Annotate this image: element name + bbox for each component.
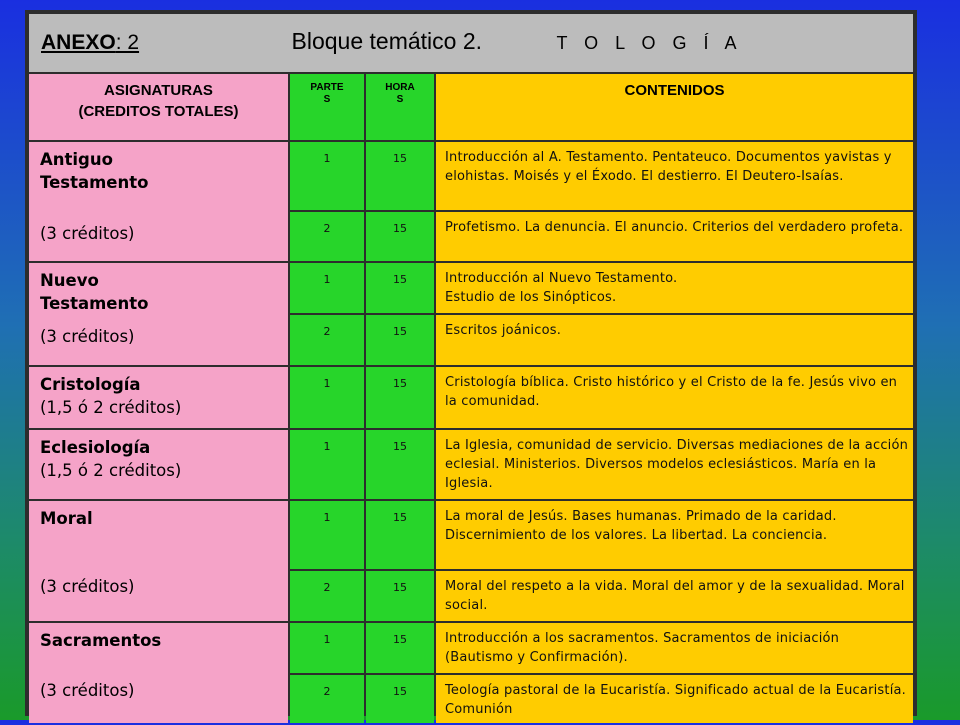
header-partes-line2: S	[323, 94, 331, 105]
header-horas-line2: S	[396, 94, 404, 105]
subject-name: Nuevo	[40, 271, 99, 290]
part-number: 1	[290, 623, 364, 673]
table-row	[29, 263, 913, 313]
part-number: 1	[290, 501, 364, 569]
block-subtitle: T O L O G Í A	[556, 33, 743, 53]
subject-name: Testamento	[40, 173, 149, 192]
header-asignaturas-line1: ASIGNATURAS	[104, 82, 213, 99]
subject-credits: (3 créditos)	[40, 327, 135, 346]
header-horas	[366, 74, 434, 140]
content-line: Estudio de los Sinópticos.	[445, 290, 617, 305]
part-number: 2	[290, 571, 364, 621]
hours-number: 15	[366, 263, 434, 313]
title-bar	[29, 14, 913, 72]
part-number: 2	[290, 675, 364, 723]
table-row	[29, 142, 913, 210]
column-header-row	[29, 74, 913, 140]
content-cell: Moral del respeto a la vida. Moral del amor y de la sexualidad. Moral social.	[436, 571, 913, 621]
subject-name: Eclesiología	[40, 438, 151, 457]
subject-name: Testamento	[40, 294, 149, 313]
header-partes-line1: PARTE	[310, 82, 344, 93]
hours-number: 15	[366, 212, 434, 261]
subject-name: Moral	[40, 509, 93, 528]
content-line: Introducción al Nuevo Testamento.	[445, 271, 678, 286]
subject-name: Sacramentos	[40, 631, 162, 650]
syllabus-table	[27, 12, 915, 725]
subject-credits: (1,5 ó 2 créditos)	[40, 461, 182, 480]
subject-credits: (3 créditos)	[40, 577, 135, 596]
subject-credits: (3 créditos)	[40, 681, 135, 700]
subject-antiguo-testamento	[29, 142, 288, 261]
annex-sheet	[25, 10, 917, 716]
hours-number: 15	[366, 623, 434, 673]
block-title: Bloque temático 2.	[291, 28, 483, 54]
subject-sacramentos	[29, 623, 288, 723]
table-row	[29, 367, 913, 428]
subject-credits: (3 créditos)	[40, 224, 135, 243]
table-row	[29, 501, 913, 569]
content-cell: La Iglesia, comunidad de servicio. Diversas mediaciones de la acción eclesial. Ministerios. Diversos modelos eclesiásticos. María en la Iglesia.	[436, 430, 913, 499]
content-cell: Profetismo. La denuncia. El anuncio. Criterios del verdadero profeta.	[436, 212, 913, 261]
hours-number: 15	[366, 315, 434, 365]
content-cell: Teología pastoral de la Eucaristía. Significado actual de la Eucaristía. Comunión	[436, 675, 913, 723]
part-number: 1	[290, 430, 364, 499]
subject-cristologia	[29, 367, 288, 428]
content-cell: La moral de Jesús. Bases humanas. Primado de la caridad. Discernimiento de los valores. La libertad. La conciencia.	[436, 501, 913, 569]
header-asignaturas	[29, 74, 288, 140]
header-horas-line1: HORA	[385, 82, 415, 93]
anexo-label: ANEXO	[41, 31, 116, 54]
content-cell: Introducción al A. Testamento. Pentateuco. Documentos yavistas y elohistas. Moisés y el Éxodo. El destierro. El Deutero-Isaías.	[436, 142, 913, 210]
part-number: 1	[290, 142, 364, 210]
header-asignaturas-line2: (CREDITOS TOTALES)	[78, 103, 239, 120]
hours-number: 15	[366, 367, 434, 428]
subject-nuevo-testamento	[29, 263, 288, 365]
table-row	[29, 430, 913, 499]
subject-name: Antiguo	[40, 150, 113, 169]
content-cell: Cristología bíblica. Cristo histórico y el Cristo de la fe. Jesús vivo en la comunidad.	[436, 367, 913, 428]
anexo-number: : 2	[115, 31, 140, 54]
content-cell: Introducción a los sacramentos. Sacramentos de iniciación (Bautismo y Confirmación).	[436, 623, 913, 673]
content-cell	[436, 263, 913, 313]
subject-eclesiologia	[29, 430, 288, 499]
hours-number: 15	[366, 501, 434, 569]
part-number: 1	[290, 263, 364, 313]
subject-moral	[29, 501, 288, 621]
hours-number: 15	[366, 675, 434, 723]
part-number: 2	[290, 212, 364, 261]
content-cell: Escritos joánicos.	[436, 315, 913, 365]
part-number: 2	[290, 315, 364, 365]
subject-credits: (1,5 ó 2 créditos)	[40, 398, 182, 417]
hours-number: 15	[366, 430, 434, 499]
subject-name: Cristología	[40, 375, 141, 394]
header-contenidos: CONTENIDOS	[436, 74, 913, 140]
hours-number: 15	[366, 571, 434, 621]
title-row	[29, 14, 913, 72]
table-row	[29, 623, 913, 673]
header-partes	[290, 74, 364, 140]
hours-number: 15	[366, 142, 434, 210]
part-number: 1	[290, 367, 364, 428]
